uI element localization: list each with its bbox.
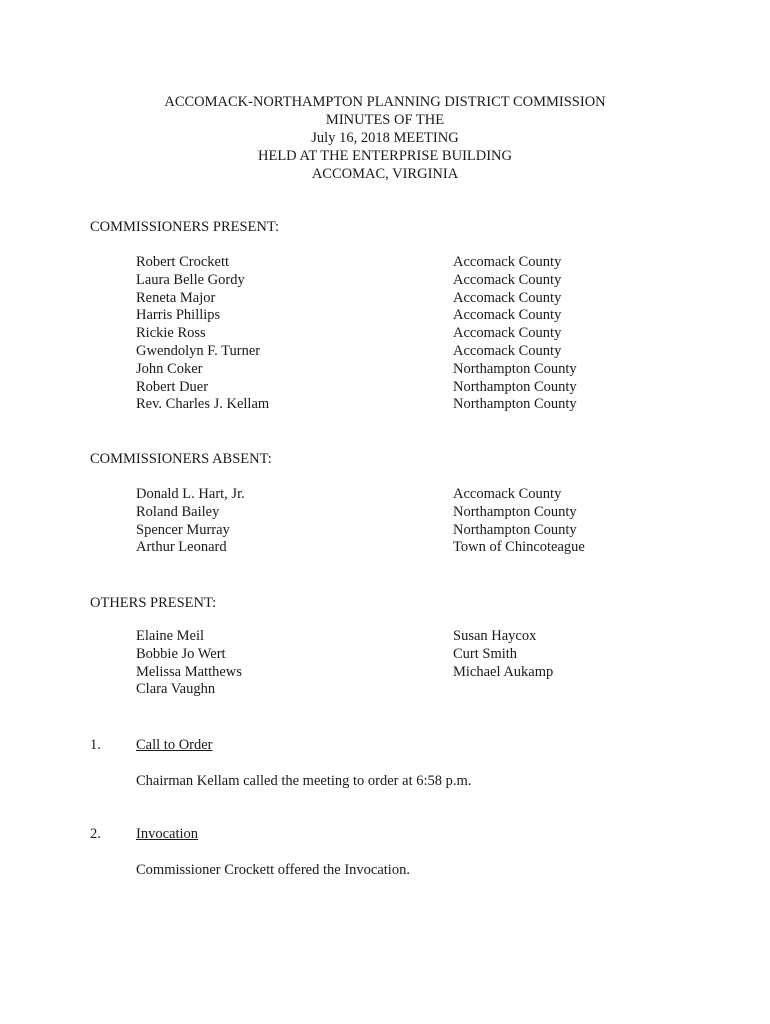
meeting-location: HELD AT THE ENTERPRISE BUILDING <box>257 148 512 164</box>
attendee-name: Melissa Matthews <box>136 663 242 680</box>
roster-row <box>136 522 656 540</box>
item-number: 2. <box>90 826 101 842</box>
member-name: Donald L. Hart, Jr. <box>136 486 245 502</box>
item-number: 1. <box>90 737 101 753</box>
minutes-label: MINUTES OF THE <box>325 112 445 128</box>
member-affiliation: Northampton County <box>453 396 577 413</box>
roster-row <box>136 361 656 379</box>
attendee-name: Clara Vaughn <box>136 681 216 698</box>
member-affiliation: Accomack County <box>453 307 562 324</box>
member-affiliation: Accomack County <box>453 325 562 342</box>
member-name: Spencer Murray <box>136 521 230 538</box>
others-left-column <box>136 628 242 699</box>
others-right-column <box>453 628 553 681</box>
present-roster <box>136 254 656 414</box>
member-affiliation: Northampton County <box>453 503 577 520</box>
attendee-name: Bobbie Jo Wert <box>136 645 226 662</box>
attendee-name: Elaine Meil <box>136 628 205 644</box>
member-affiliation: Accomack County <box>453 289 562 306</box>
attendee-name: Susan Haycox <box>453 628 537 644</box>
roster-row <box>136 254 656 272</box>
member-name: Robert Duer <box>136 378 209 395</box>
absent-heading: COMMISSIONERS ABSENT: <box>90 451 272 467</box>
document-header <box>0 93 770 183</box>
meeting-city: ACCOMAC, VIRGINIA <box>311 166 459 182</box>
roster-row <box>136 325 656 343</box>
member-name: Arthur Leonard <box>136 539 227 556</box>
attendee-name: Michael Aukamp <box>453 663 554 680</box>
commission-name: ACCOMACK-NORTHAMPTON PLANNING DISTRICT COMMISSION <box>164 94 606 110</box>
member-affiliation: Accomack County <box>453 486 562 502</box>
roster-row <box>136 539 656 557</box>
member-affiliation: Accomack County <box>453 254 562 270</box>
roster-row <box>136 504 656 522</box>
member-name: Robert Crockett <box>136 254 230 270</box>
member-affiliation: Northampton County <box>453 360 577 377</box>
item-title-call-to-order: Call to Order <box>136 737 213 753</box>
roster-row <box>136 396 656 414</box>
others-heading: OTHERS PRESENT: <box>90 595 217 611</box>
member-affiliation: Northampton County <box>453 378 577 395</box>
meeting-date: July 16, 2018 MEETING <box>311 130 459 146</box>
roster-row <box>136 307 656 325</box>
member-name: Reneta Major <box>136 289 216 306</box>
roster-row <box>136 379 656 397</box>
member-name: Rickie Ross <box>136 325 206 342</box>
member-affiliation: Town of Chincoteague <box>453 539 585 556</box>
present-heading: COMMISSIONERS PRESENT: <box>90 219 280 235</box>
roster-row <box>136 343 656 361</box>
member-affiliation: Northampton County <box>453 521 577 538</box>
roster-row <box>136 290 656 308</box>
attendee-name: Curt Smith <box>453 645 518 662</box>
member-name: Roland Bailey <box>136 503 220 520</box>
member-name: Laura Belle Gordy <box>136 271 245 288</box>
member-name: Gwendolyn F. Turner <box>136 342 261 359</box>
member-affiliation: Accomack County <box>453 342 562 359</box>
member-name: Harris Phillips <box>136 307 221 324</box>
roster-row <box>136 486 656 504</box>
roster-row <box>136 272 656 290</box>
item-body: Commissioner Crockett offered the Invocation. <box>136 862 410 878</box>
item-title-invocation: Invocation <box>136 826 199 842</box>
absent-roster <box>136 486 656 557</box>
member-affiliation: Accomack County <box>453 271 562 288</box>
member-name: John Coker <box>136 360 203 377</box>
member-name: Rev. Charles J. Kellam <box>136 396 270 413</box>
item-body: Chairman Kellam called the meeting to order at 6:58 p.m. <box>136 773 472 789</box>
